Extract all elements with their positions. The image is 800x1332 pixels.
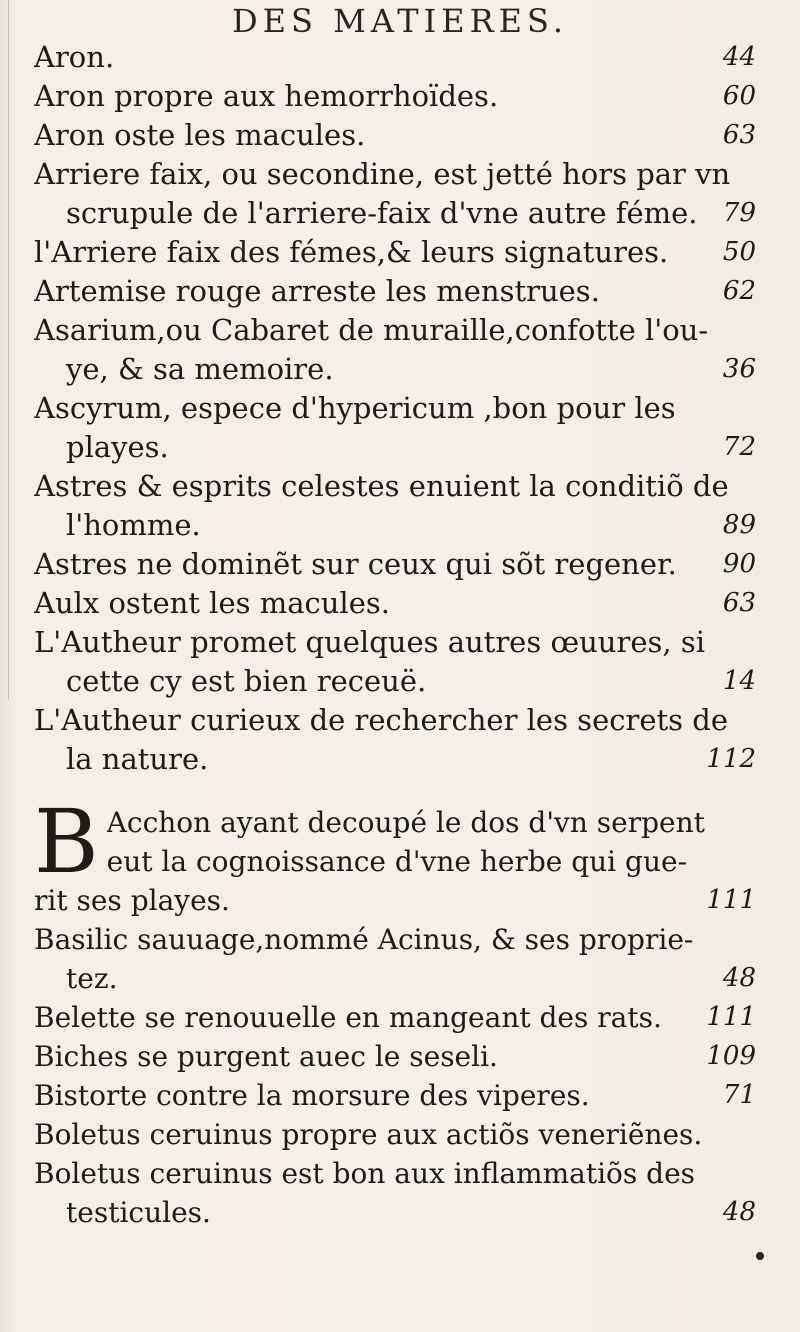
index-entry xyxy=(34,1115,756,1154)
page-number: 48 xyxy=(722,963,756,993)
entry-line: eut la cognoissance d'vne herbe qui gue- xyxy=(106,845,688,878)
index-entry xyxy=(34,1076,756,1115)
index-entry xyxy=(34,998,756,1037)
index-entry xyxy=(34,920,756,998)
margin-rule xyxy=(8,0,9,700)
page-number: 63 xyxy=(722,120,756,150)
index-entry xyxy=(34,272,756,311)
entry-line: Biches se purgent auec le seseli. xyxy=(34,1040,498,1073)
page-number: 63 xyxy=(722,588,756,618)
page-number: 50 xyxy=(722,237,756,267)
page-number: 90 xyxy=(722,549,756,579)
entry-line: Asarium,ou Cabaret de muraille,confotte l'ou- xyxy=(34,313,709,347)
entry-line: Artemise rouge arreste les menstrues. xyxy=(34,274,600,308)
page-number: 72 xyxy=(722,432,756,462)
page-number: 48 xyxy=(722,1197,756,1227)
entry-line: Aron. xyxy=(34,40,115,74)
page-number: 14 xyxy=(722,666,756,696)
entry-line: Astres ne dominẽt sur ceux qui sõt regener. xyxy=(34,547,677,581)
index-entry xyxy=(34,545,756,584)
entry-line: rit ses playes. xyxy=(34,884,230,917)
entry-line: l'homme. xyxy=(66,508,201,542)
entry-line: Aulx ostent les macules. xyxy=(34,586,390,620)
entry-line: Aron propre aux hemorrhoïdes. xyxy=(34,79,499,113)
entry-line: Aron oste les macules. xyxy=(34,118,366,152)
entry-line: scrupule de l'arriere-faix d'vne autre féme. xyxy=(66,196,698,230)
entry-line: ye, & sa memoire. xyxy=(66,352,334,386)
index-entry xyxy=(34,116,756,155)
entry-line: Boletus ceruinus est bon aux inflammatiõs des xyxy=(34,1157,696,1190)
entry-line: l'Arriere faix des fémes,& leurs signatures. xyxy=(34,235,669,269)
page-number: 112 xyxy=(706,744,756,774)
index-entry xyxy=(34,1154,756,1232)
index-entry xyxy=(34,467,756,545)
page-number: 60 xyxy=(722,81,756,111)
index-entry xyxy=(34,38,756,77)
ink-speck xyxy=(756,1252,764,1260)
entry-line: cette cy est bien receuë. xyxy=(66,664,427,698)
entry-line: tez. xyxy=(66,962,118,995)
page-header: DES MATIERES. xyxy=(232,2,568,40)
entry-line: la nature. xyxy=(66,742,209,776)
page-number: 109 xyxy=(706,1041,756,1071)
entry-line: testicules. xyxy=(66,1196,211,1229)
entry-line: Astres & esprits celestes enuient la conditiõ de xyxy=(34,469,729,503)
entry-line: Acchon ayant decoupé le dos d'vn serpent xyxy=(106,806,705,839)
index-entry xyxy=(34,623,756,701)
index-entry xyxy=(34,389,756,467)
page-number: 111 xyxy=(706,1002,756,1032)
index-entries-b xyxy=(34,920,756,1232)
entry-line: L'Autheur promet quelques autres œuures, si xyxy=(34,625,705,659)
index-entry xyxy=(34,584,756,623)
entry-line: L'Autheur curieux de rechercher les secrets de xyxy=(34,703,728,737)
entry-line: Ascyrum, espece d'hypericum ,bon pour les xyxy=(34,391,676,425)
entry-line: Belette se renouuelle en mangeant des rats. xyxy=(34,1001,662,1034)
index-entry xyxy=(34,311,756,389)
index-entry xyxy=(34,701,756,779)
page-number: 71 xyxy=(722,1080,756,1110)
page-number: 111 xyxy=(706,885,756,915)
entry-line: Bistorte contre la morsure des viperes. xyxy=(34,1079,590,1112)
entry-line: Arriere faix, ou secondine, est jetté hors par vn xyxy=(34,157,731,191)
index-entry xyxy=(34,77,756,116)
drop-cap: B xyxy=(34,803,99,893)
entry-line: Basilic sauuage,nommé Acinus, & ses proprie- xyxy=(34,923,694,956)
index-section-a xyxy=(34,38,756,779)
index-entry xyxy=(34,155,756,233)
page-number: 79 xyxy=(722,198,756,228)
entry-line: Boletus ceruinus propre aux actiõs veneriẽnes. xyxy=(34,1118,703,1151)
index-entry xyxy=(34,233,756,272)
index-section-b xyxy=(34,803,756,1232)
page-number: 44 xyxy=(722,42,756,72)
page-number: 89 xyxy=(722,510,756,540)
page-number: 36 xyxy=(722,354,756,384)
index-entry xyxy=(34,1037,756,1076)
entry-line: playes. xyxy=(66,430,169,464)
index-entry-bacchon xyxy=(34,803,756,920)
page-number: 62 xyxy=(722,276,756,306)
